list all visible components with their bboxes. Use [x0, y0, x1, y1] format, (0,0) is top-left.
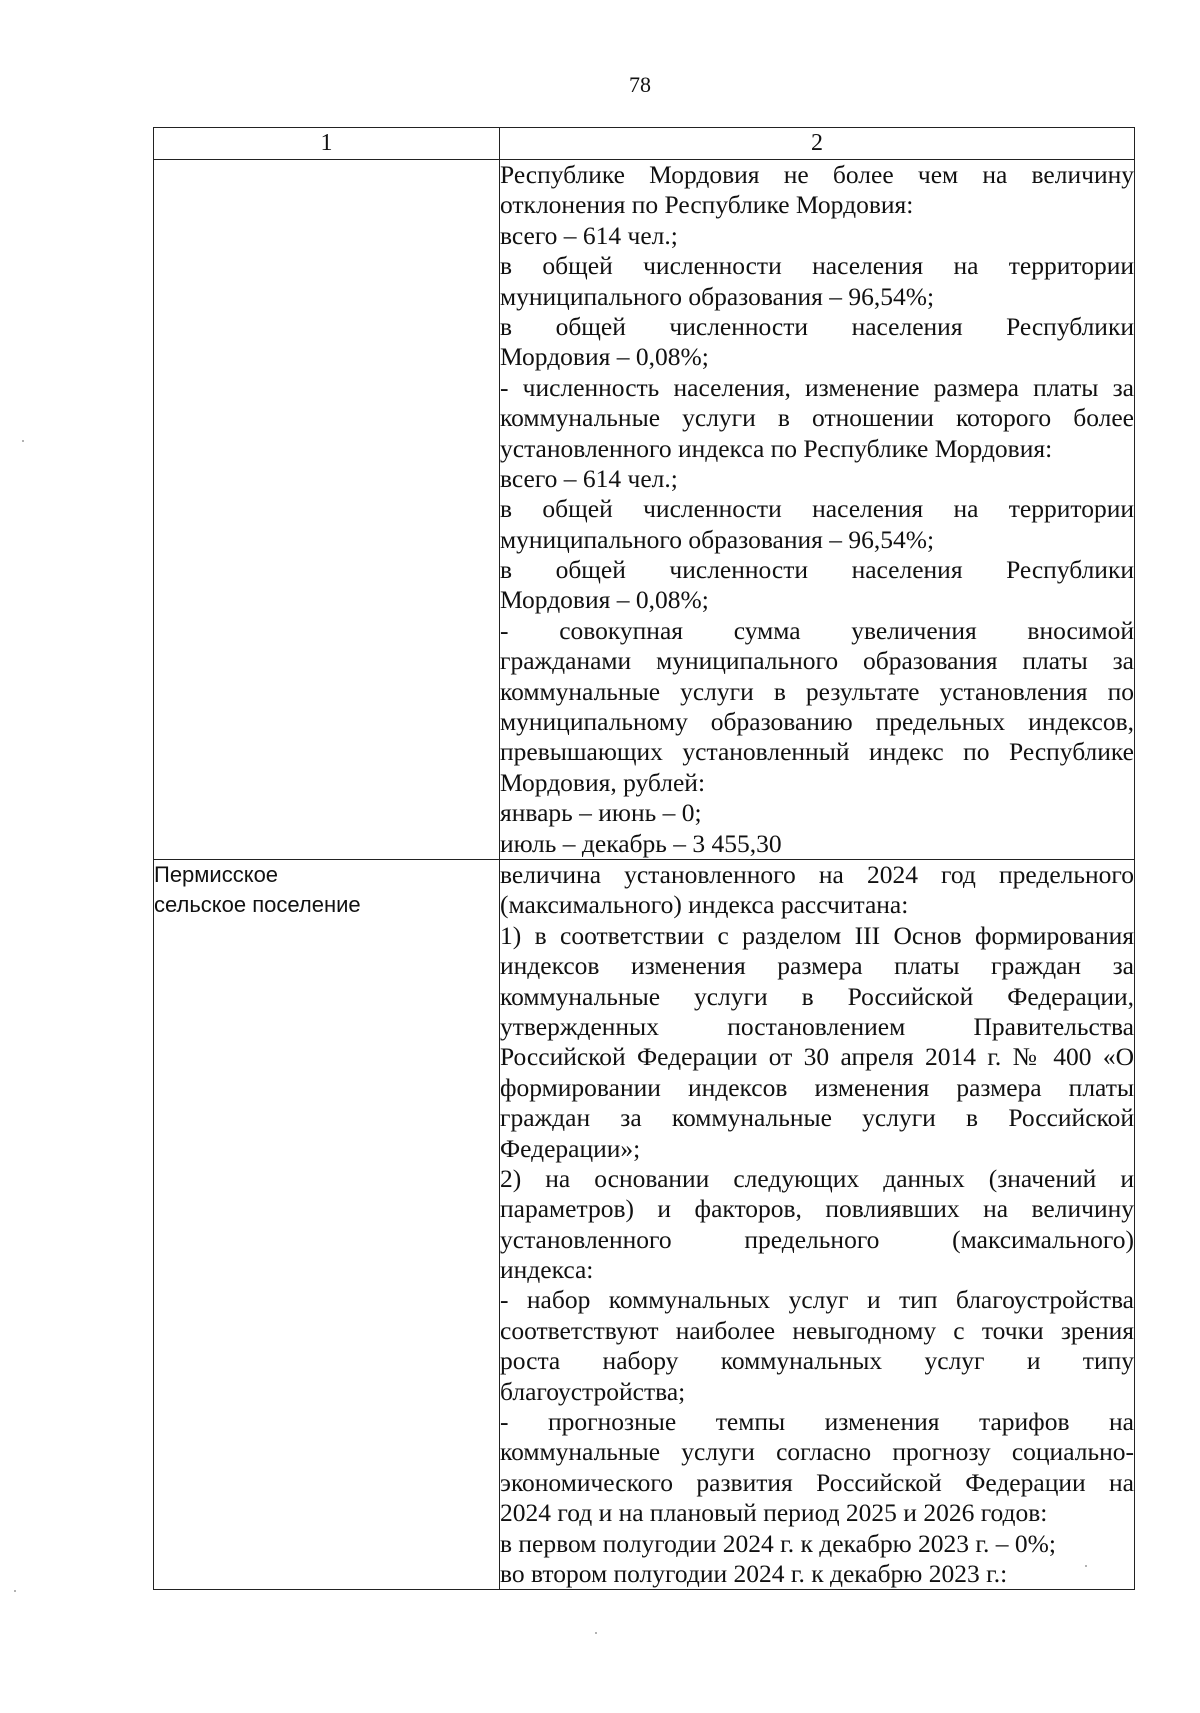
description-text-line: благоустройства; — [500, 1376, 686, 1406]
row-2-municipality-cell — [154, 859, 500, 1589]
description-text-line: в общей численности населения Республики — [500, 555, 1134, 585]
description-text-line: во втором полугодии 2024 г. к декабрю 2023 г.: — [500, 1558, 1008, 1588]
description-text-line: коммунальные услуги в результате установления по — [500, 676, 1134, 706]
scan-speck — [1085, 1565, 1087, 1567]
description-text-line: превышающих установленный индекс по Республике — [500, 737, 1134, 767]
page-number: 78 — [629, 72, 651, 97]
description-text-line: установленного индекса по Республике Мордовия: — [500, 433, 1053, 463]
description-text-line: (максимального) индекса рассчитана: — [500, 890, 909, 920]
description-text-line: Мордовия, рублей: — [500, 767, 706, 797]
description-text-line: коммунальные услуги в Российской Федерации, — [500, 981, 1134, 1011]
description-text-line: гражданами муниципального образования платы за — [500, 646, 1134, 676]
description-text-line: индекса: — [500, 1255, 594, 1285]
row-2-description-cell — [500, 859, 1135, 1589]
description-text-line: установленного предельного (максимального) — [500, 1224, 1134, 1254]
description-text-line: муниципального образования – 96,54%; — [500, 524, 935, 554]
description-text-line: экономического развития Российской Федерации на — [500, 1467, 1134, 1497]
table-header-row — [154, 128, 1135, 160]
description-text-line: 1) в соответствии с разделом III Основ формирования — [500, 920, 1134, 950]
column-header-2: 2 — [500, 128, 1135, 160]
description-text-line: - прогнозные темпы изменения тарифов на — [500, 1407, 1134, 1437]
municipality-name-line: Пермисское — [154, 861, 279, 887]
description-text-line: в общей численности населения на территории — [500, 494, 1134, 524]
description-text-line: Мордовия – 0,08%; — [500, 342, 709, 372]
description-text-line: в первом полугодии 2024 г. к декабрю 2023 г. – 0%; — [500, 1528, 1056, 1558]
description-text-line: всего – 614 чел.; — [500, 220, 678, 250]
description-text-line: муниципального образования – 96,54%; — [500, 281, 935, 311]
row-1-description-cell — [500, 160, 1135, 860]
table-row — [154, 160, 1135, 860]
description-text-line: роста набору коммунальных услуг и типу — [500, 1346, 1134, 1376]
description-text-line: утвержденных постановлением Правительства — [500, 1011, 1134, 1041]
description-text-line: граждан за коммунальные услуги в Российской — [500, 1103, 1134, 1133]
description-text-line: индексов изменения размера платы граждан за — [500, 951, 1134, 981]
column-header-1: 1 — [154, 128, 500, 160]
description-text-line: Российской Федерации от 30 апреля 2014 г. № 400 «О — [500, 1042, 1134, 1072]
description-text-line: - совокупная сумма увеличения вносимой — [500, 615, 1134, 645]
description-text-line: июль – декабрь – 3 455,30 — [500, 828, 782, 858]
description-text-line: всего – 614 чел.; — [500, 463, 678, 493]
description-text-line: в общей численности населения на территории — [500, 251, 1134, 281]
description-text-line: Республике Мордовия не более чем на величину — [500, 160, 1134, 189]
description-text-line: - набор коммунальных услуг и тип благоустройства — [500, 1285, 1134, 1315]
description-text-line: параметров) и факторов, повлиявших на величину — [500, 1194, 1134, 1224]
municipality-name-line: сельское поселение — [154, 892, 361, 918]
scan-speck — [595, 1632, 597, 1634]
description-text-line: формировании индексов изменения размера платы — [500, 1072, 1134, 1102]
scan-speck — [14, 1590, 16, 1592]
table-row — [154, 859, 1135, 1589]
description-text-line: соответствуют наиболее невыгодному с точки зрения — [500, 1315, 1134, 1345]
description-text-line: 2) на основании следующих данных (значений и — [500, 1163, 1134, 1193]
document-table — [153, 127, 1135, 1590]
description-text-line: январь – июнь – 0; — [500, 798, 702, 828]
description-text-line: коммунальные услуги в отношении которого более — [500, 403, 1134, 433]
description-text-line: - численность населения, изменение размера платы за — [500, 372, 1134, 402]
description-text-line: муниципальному образованию предельных индексов, — [500, 707, 1134, 737]
description-text-line: отклонения по Республике Мордовия: — [500, 190, 914, 220]
description-text-line: Федерации»; — [500, 1133, 641, 1163]
description-text-line: в общей численности населения Республики — [500, 311, 1134, 341]
description-text-line: Мордовия – 0,08%; — [500, 585, 709, 615]
description-text-line: коммунальные услуги согласно прогнозу социально- — [500, 1437, 1134, 1467]
row-1-municipality-cell — [154, 160, 500, 860]
description-text-line: величина установленного на 2024 год предельного — [500, 859, 1134, 889]
description-text-line: 2024 год и на плановый период 2025 и 2026 годов: — [500, 1498, 1048, 1528]
scan-speck — [22, 440, 24, 442]
